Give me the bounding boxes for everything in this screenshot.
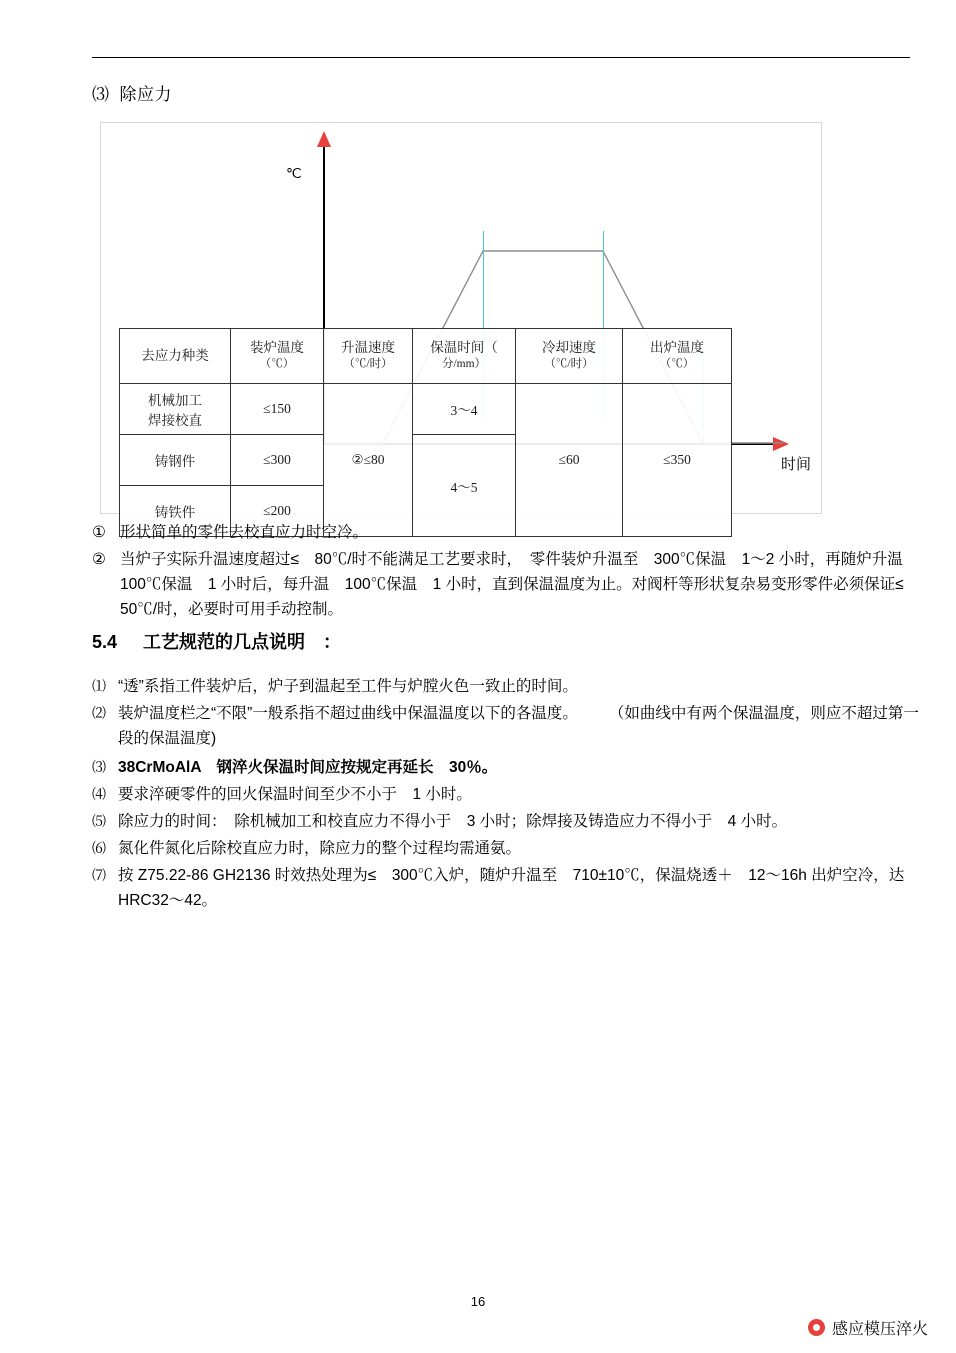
note-1-mark: ①	[92, 524, 106, 541]
y-axis-label: ℃	[286, 165, 302, 181]
list-item-5-text: 除应力的时间： 除机械加工和校直应力不得小于 3 小时；除焊接及铸造应力不得小于 4 小时。	[118, 813, 788, 830]
cell-hold-time-1: 3～4	[413, 384, 516, 435]
table-row	[120, 384, 732, 435]
note-1-text: 形状简单的零件去校直应力时空冷。	[120, 524, 369, 541]
list-item-5-mark: ⑸	[92, 813, 106, 829]
col-header-hold-time-unit: 分/mm）	[441, 358, 487, 371]
col-header-charge-temp-main: 装炉温度	[250, 340, 304, 356]
note-2-mark: ②	[92, 551, 106, 568]
list-item	[92, 756, 912, 781]
list-item-1-mark: ⑴	[92, 678, 106, 694]
cell-kind-2: 铸钢件	[120, 435, 231, 486]
cell-charge-temp-1: ≤150	[231, 384, 324, 435]
list-item	[92, 702, 922, 752]
list-item-2-mark: ⑵	[92, 705, 106, 721]
cell-heat-rate-all: ②≤80	[324, 384, 413, 537]
col-header-cool-rate-main: 冷却速度	[542, 340, 596, 356]
page-title	[92, 80, 172, 105]
col-header-heat-rate-main: 升温速度	[341, 340, 395, 356]
section-title: 工艺规范的几点说明 ：	[143, 632, 342, 652]
stress-relief-table	[119, 328, 732, 537]
section-number: 5.4	[92, 632, 118, 652]
note-1	[92, 521, 912, 546]
list-item	[92, 783, 912, 808]
brand-logo-icon	[808, 1319, 825, 1336]
header-divider	[92, 57, 910, 58]
col-header-cool-rate-unit: （℃/时）	[544, 358, 594, 371]
page-number: 16	[470, 1294, 486, 1309]
col-header-out-temp	[623, 329, 732, 384]
list-item-1-text: “透”系指工件装炉后，炉子到温起至工件与炉膛火色一致止的时间。	[118, 678, 578, 695]
heading-text: 除应力	[119, 85, 172, 104]
cell-hold-time-2: 4～5	[413, 435, 516, 537]
col-header-kind: 去应力种类	[120, 329, 231, 384]
col-header-heat-rate	[324, 329, 413, 384]
table-header-row	[120, 329, 732, 384]
cell-charge-temp-3: ≤200	[231, 486, 324, 537]
section-heading	[92, 628, 341, 654]
watermark-text: 感应模压淬火	[831, 1321, 928, 1338]
col-header-cool-rate	[516, 329, 623, 384]
cell-cool-rate-all: ≤60	[516, 384, 623, 537]
list-item-2-text: 装炉温度栏之“不限”一般系指不超过曲线中保温温度以下的各温度。 （如曲线中有两个保温温度，则应不超过第一段的保温温度)	[118, 705, 919, 747]
list-item-6-text: 氮化件氮化后除校直应力时，除应力的整个过程均需通氨。	[118, 840, 522, 857]
cell-kind-1	[120, 384, 231, 435]
col-header-hold-time	[413, 329, 516, 384]
list-item-3-text: 38CrMoAlA 钢淬火保温时间应按规定再延长 30％。	[118, 759, 498, 776]
watermark	[808, 1316, 928, 1339]
note-2-text: 当炉子实际升温速度超过≤ 80℃/时不能满足工艺要求时， 零件装炉升温至 300℃保温 1～2 小时，再随炉升温 100℃保温 1 小时后，每升温 100℃保温 1 小时，直到保温温度为止。对阀杆等形状复杂易变形零件必须保证≤ 50℃/时，必要时可用手动控制。	[120, 551, 920, 618]
col-header-charge-temp-unit: （℃）	[259, 358, 295, 371]
list-item	[92, 810, 912, 835]
cell-out-temp-all: ≤350	[623, 384, 732, 537]
list-item	[92, 837, 912, 862]
col-header-hold-time-main: 保温时间（	[430, 340, 498, 356]
x-axis-label: 时间	[781, 456, 812, 473]
col-header-out-temp-unit: （℃）	[659, 358, 695, 371]
heading-number: ⑶	[92, 85, 110, 104]
cell-kind-1-line2: 焊接校直	[148, 413, 202, 428]
process-curve-figure	[100, 122, 822, 520]
list-item-3-mark: ⑶	[92, 759, 106, 775]
note-2	[92, 548, 920, 622]
col-header-out-temp-main: 出炉温度	[650, 340, 704, 356]
list-item-7-text: 按 Z75.22-86 GH2136 时效热处理为≤ 300℃入炉，随炉升温至 710±10℃，保温烧透＋ 12～16h 出炉空冷，达 HRC32～42。	[118, 867, 920, 909]
list-item-6-mark: ⑹	[92, 840, 106, 856]
list-item-4-mark: ⑷	[92, 786, 106, 802]
col-header-heat-rate-unit: （℃/时）	[343, 358, 393, 371]
cell-charge-temp-2: ≤300	[231, 435, 324, 486]
col-header-charge-temp	[231, 329, 324, 384]
list-item	[92, 675, 912, 700]
list-item-7-mark: ⑺	[92, 867, 106, 883]
cell-kind-3: 铸铁件	[120, 486, 231, 537]
list-item-4-text: 要求淬硬零件的回火保温时间至少不小于 1 小时。	[118, 786, 472, 803]
cell-kind-1-line1: 机械加工	[148, 393, 202, 408]
list-item	[92, 864, 922, 914]
